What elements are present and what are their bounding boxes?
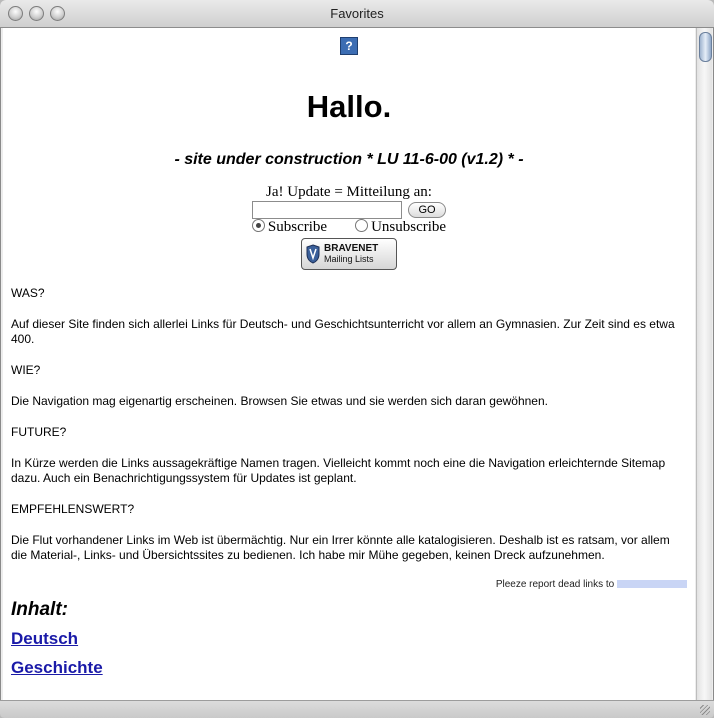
email-link[interactable] — [617, 580, 687, 588]
badge-subtitle: Mailing Lists — [324, 254, 374, 264]
unsubscribe-label: Unsubscribe — [371, 219, 447, 235]
page-heading: Hallo. — [306, 89, 392, 124]
scrollbar-thumb[interactable] — [699, 32, 712, 62]
unsubscribe-option[interactable] — [355, 219, 446, 236]
subscribe-option[interactable] — [252, 219, 327, 236]
section-heading: WIE? — [11, 363, 41, 377]
unsubscribe-radio[interactable] — [355, 219, 368, 232]
section-text: In Kürze werden die Links aussagekräftige Namen tragen. Vielleicht kommt noch eine die Navigation erleichternde Sitemap dazu. Auch ein Benachrichtigungssystem für Updates ist geplant. — [11, 456, 666, 485]
section-text: Auf dieser Site finden sich allerlei Links für Deutsch- und Geschichtsunterricht vor allem an Gymnasien. Zur Zeit sind es etwa 400. — [11, 317, 675, 346]
subscribe-radio[interactable] — [252, 219, 265, 232]
mailing-list-form — [3, 184, 695, 270]
help-icon[interactable]: ? — [340, 37, 358, 55]
subscribe-label: Subscribe — [267, 219, 328, 235]
contents-heading: Inhalt: — [11, 599, 68, 620]
page-subtitle: - site under construction * LU 11-6-00 (v1.2) * - — [174, 151, 524, 168]
article-body — [3, 286, 695, 675]
section-heading: FUTURE? — [11, 425, 67, 439]
status-bar — [0, 700, 714, 718]
form-label: Ja! Update = Mitteilung an: — [266, 184, 432, 200]
report-text: Pleeze report dead links to — [495, 579, 615, 590]
page-content — [3, 28, 695, 700]
window-title: Favorites — [330, 6, 384, 21]
section-heading: EMPFEHLENSWERT? — [11, 502, 135, 516]
section-text: Die Flut vorhandener Links im Web ist übermächtig. Nur ein Irrer könnte alle katalogisieren. Deshalb ist es ratsam, vor allem die Material-, Links- und Übersichtssites zu bedienen. Ich habe mir Mühe gegeben, keinen Dreck aufzunehmen. — [11, 533, 670, 562]
badge-title: BRAVENET — [324, 243, 379, 254]
section-heading: WAS? — [11, 286, 45, 300]
report-line — [11, 577, 687, 592]
link-geschichte[interactable]: Geschichte — [11, 658, 103, 677]
bravenet-badge[interactable] — [301, 238, 397, 270]
section-text: Die Navigation mag eigenartig erscheinen. Browsen Sie etwas und sie werden sich daran gewöhnen. — [11, 394, 548, 408]
resize-grip-icon[interactable] — [700, 705, 710, 715]
vertical-scrollbar[interactable] — [696, 28, 712, 700]
go-button[interactable]: GO — [408, 202, 445, 218]
title-bar[interactable] — [0, 0, 714, 28]
email-input[interactable] — [252, 201, 402, 219]
link-deutsch[interactable]: Deutsch — [11, 629, 79, 648]
shield-icon — [306, 244, 320, 264]
